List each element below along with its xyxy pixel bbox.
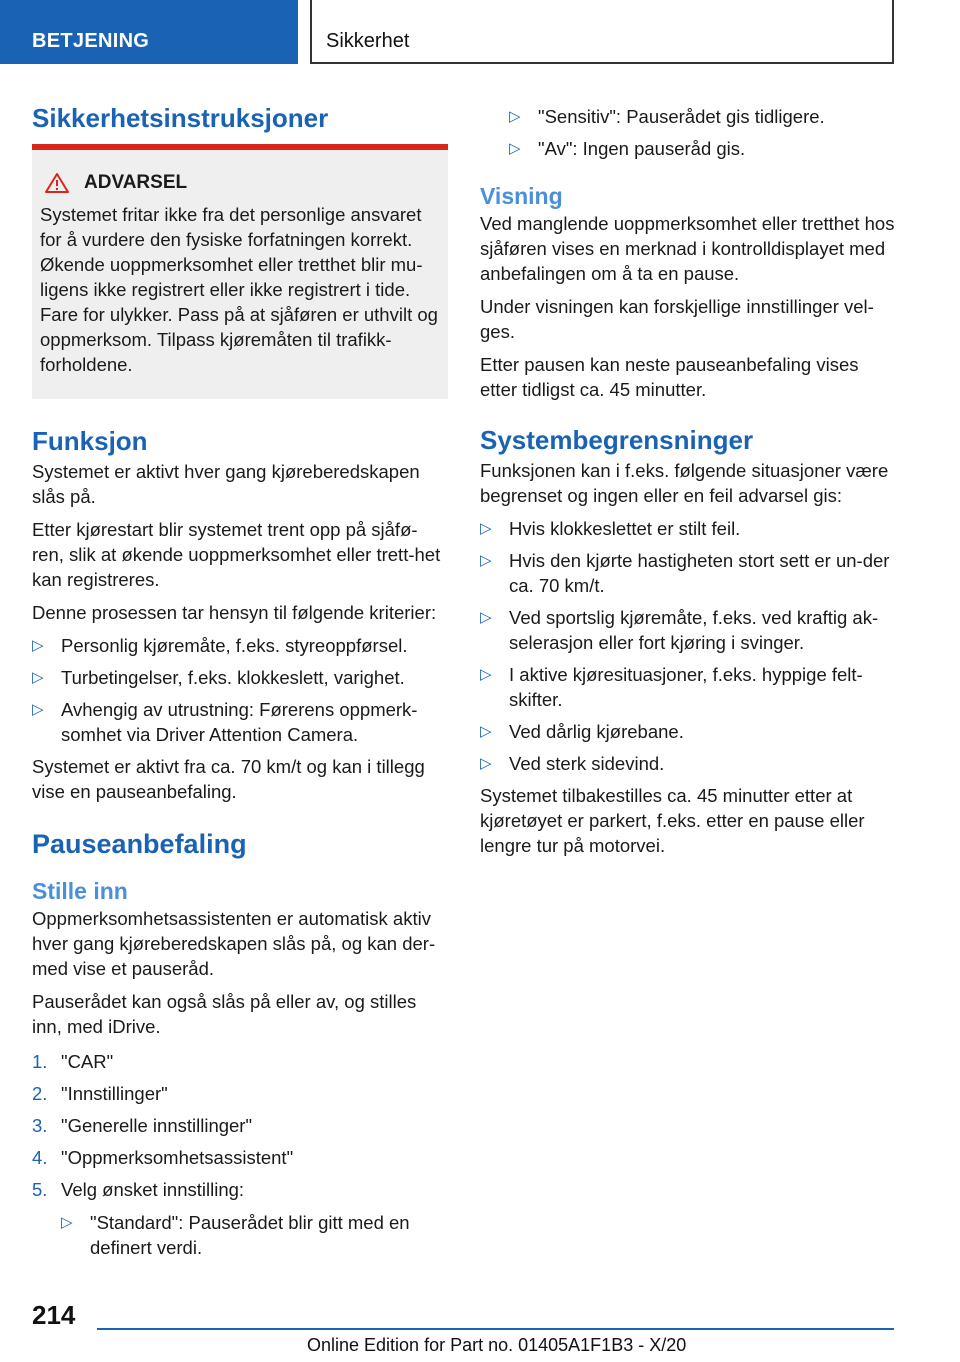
chapter-tab xyxy=(310,0,894,64)
sub-options-list xyxy=(61,1210,448,1260)
page-number: 214 xyxy=(32,1300,76,1330)
list-item: ▷ Ved dårlig kjørebane. xyxy=(480,721,684,742)
paragraph: Systemet tilbakestilles ca. 45 minutter etter at kjøretøyet er parkert, f.eks. etter en pause eller lengre tur på motorvei. xyxy=(480,785,865,856)
options-list xyxy=(509,104,898,161)
triangle-bullet-icon: ▷ xyxy=(480,666,492,683)
paragraph: Systemet er aktivt fra ca. 70 km/t og kan i tillegg vise en pauseanbefaling. xyxy=(32,756,425,802)
heading-systembegrensninger: Systembegrensninger xyxy=(480,425,754,455)
triangle-bullet-icon: ▷ xyxy=(480,520,492,537)
triangle-bullet-icon: ▷ xyxy=(480,723,492,740)
steps-list xyxy=(32,1049,448,1260)
triangle-bullet-icon: ▷ xyxy=(61,1214,73,1231)
triangle-bullet-icon: ▷ xyxy=(509,108,521,125)
triangle-bullet-icon: ▷ xyxy=(480,552,492,569)
paragraph: Etter pausen kan neste pauseanbefaling vises etter tidligst ca. 45 minutter. xyxy=(480,354,859,400)
warning-header xyxy=(44,170,440,196)
step-item: 5. Velg ønsket innstilling: ▷ "Standard": Pauserådet blir gitt med en definert verdi. xyxy=(32,1177,448,1260)
list-item: ▷ Ved sterk sidevind. xyxy=(480,753,665,774)
step-item: 3. "Generelle innstillinger" xyxy=(32,1115,253,1136)
step-number: 3. xyxy=(32,1115,48,1136)
paragraph: Denne prosessen tar hensyn til følgende kriterier: xyxy=(32,602,437,623)
list-item: ▷ Personlig kjøremåte, f.eks. styreoppførsel. xyxy=(32,635,408,656)
paragraph: Ved manglende uoppmerksomhet eller tretthet hos sjåføren vises en merknad i kontrolldisplayet med anbefalingen om å ta en pause. xyxy=(480,213,895,284)
footer-edition: Online Edition for Part no. 01405A1F1B3 - X/20 xyxy=(307,1335,687,1355)
right-column xyxy=(480,100,898,858)
warning-triangle-icon xyxy=(44,172,70,194)
step-number: 5. xyxy=(32,1179,48,1200)
paragraph: Oppmerksomhetsassistenten er automatisk aktiv hver gang kjøreberedskapen slås på, og kan der-med vise et pauseråd. xyxy=(32,908,436,979)
warning-box xyxy=(32,144,448,399)
warning-text: Systemet fritar ikke fra det personlige ansvaret for å vurdere den fysiske forfatningen korrekt. Økende uoppmerksomhet eller tretthet blir mu-ligens ikke registrert eller ikke registrert i tide. Fare for ulykker. Pass på at sjåføren er uthvilt og oppmerksom. Tilpass kjøremåten til trafikk-forholdene. xyxy=(40,204,438,375)
heading-pauseanbefaling: Pauseanbefaling xyxy=(32,829,247,859)
triangle-bullet-icon: ▷ xyxy=(509,140,521,157)
subheading-visning: Visning xyxy=(480,183,563,209)
list-item: ▷ "Sensitiv": Pauserådet gis tidligere. xyxy=(509,106,825,127)
step-item: 4. "Oppmerksomhetsassistent" xyxy=(32,1147,294,1168)
paragraph: Under visningen kan forskjellige innstillinger vel-ges. xyxy=(480,296,874,342)
chapter-title: Sikkerhet xyxy=(326,30,410,52)
list-item: ▷ Ved sportslig kjøremåte, f.eks. ved kraftig ak-selerasjon eller fort kjøring i svinger. xyxy=(480,607,879,653)
list-item: ▷ Hvis den kjørte hastigheten stort sett er un-der ca. 70 km/t. xyxy=(480,550,890,596)
triangle-bullet-icon: ▷ xyxy=(480,755,492,772)
triangle-bullet-icon: ▷ xyxy=(32,669,44,686)
triangle-bullet-icon: ▷ xyxy=(32,637,44,654)
limitations-list xyxy=(480,516,898,776)
section-title: BETJENING xyxy=(32,30,150,52)
warning-label: ADVARSEL xyxy=(84,172,188,193)
list-item: ▷ Avhengig av utrustning: Førerens oppmerk-somhet via Driver Attention Camera. xyxy=(32,699,418,745)
triangle-bullet-icon: ▷ xyxy=(480,609,492,626)
step-number: 4. xyxy=(32,1147,48,1168)
list-item: ▷ "Standard": Pauserådet blir gitt med en definert verdi. xyxy=(61,1212,410,1258)
criteria-list xyxy=(32,633,448,747)
subheading-stille-inn: Stille inn xyxy=(32,878,128,904)
triangle-bullet-icon: ▷ xyxy=(32,701,44,718)
list-item: ▷ Hvis klokkeslettet er stilt feil. xyxy=(480,518,741,539)
step-number: 1. xyxy=(32,1051,48,1072)
footer-rule xyxy=(97,1328,894,1330)
list-item: ▷ I aktive kjøresituasjoner, f.eks. hyppige felt-skifter. xyxy=(480,664,863,710)
paragraph: Pauserådet kan også slås på eller av, og stilles inn, med iDrive. xyxy=(32,991,417,1037)
step-item: 1. "CAR" xyxy=(32,1051,114,1072)
list-item: ▷ "Av": Ingen pauseråd gis. xyxy=(509,138,746,159)
page-heading: Sikkerhetsinstruksjoner xyxy=(32,103,329,133)
list-item: ▷ Turbetingelser, f.eks. klokkeslett, varighet. xyxy=(32,667,405,688)
left-column xyxy=(32,100,448,1267)
step-item: 2. "Innstillinger" xyxy=(32,1083,168,1104)
step-number: 2. xyxy=(32,1083,48,1104)
paragraph: Etter kjørestart blir systemet trent opp på sjåfø-ren, slik at økende uoppmerksomhet eller trett-het kan registreres. xyxy=(32,519,441,590)
section-tab xyxy=(0,0,298,64)
paragraph: Systemet er aktivt hver gang kjøreberedskapen slås på. xyxy=(32,461,420,507)
paragraph: Funksjonen kan i f.eks. følgende situasjoner være begrenset og ingen eller en feil advarsel gis: xyxy=(480,460,889,506)
heading-funksjon: Funksjon xyxy=(32,426,148,456)
